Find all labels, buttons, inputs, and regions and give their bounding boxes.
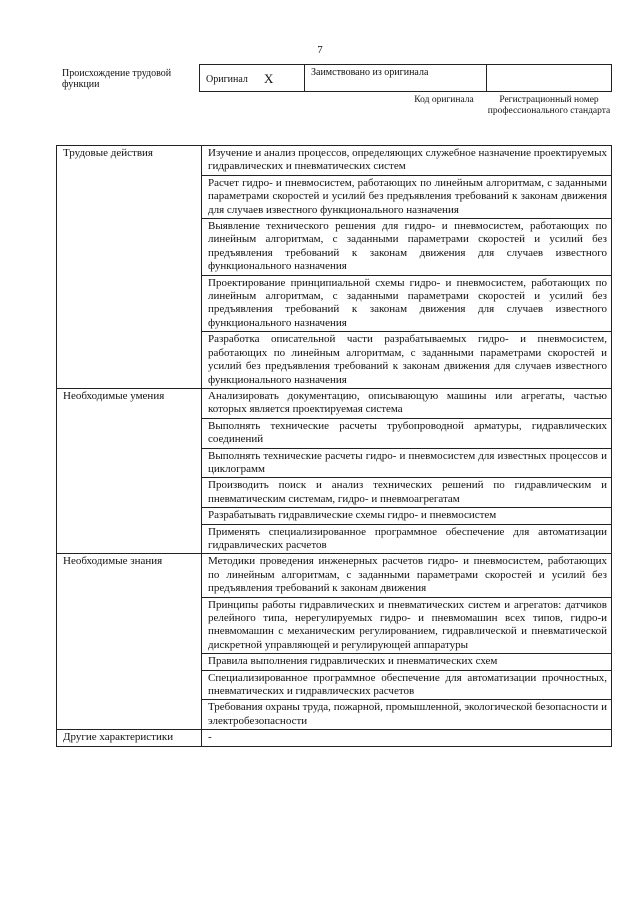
section-item: Требования охраны труда, пожарной, промышленной, экологической безопасности и электробезопасности	[202, 700, 612, 730]
section-item: Расчет гидро- и пневмосистем, работающих по линейным алгоритмам, с заданными параметрами скоростей и усилий без предъявления требований к законам движения для случаев известного функционального назначения	[202, 175, 612, 218]
origin-original-cell	[199, 64, 304, 92]
code-caption: Код оригинала	[414, 95, 474, 105]
table-row	[57, 554, 612, 597]
section-item: Изучение и анализ процессов, определяющих служебное назначение проектируемых гидравлических и пневматических систем	[202, 146, 612, 176]
origin-code-cell	[486, 64, 612, 92]
reg-caption: Регистрационный номер профессионального стандарта	[487, 95, 611, 116]
section-item: Производить поиск и анализ технических решений по гидравлическим и пневматическим системам, гидро- и пневмоагрегатам	[202, 478, 612, 508]
section-item: -	[202, 730, 612, 746]
section-item: Выполнять технические расчеты трубопроводной арматуры, гидравлических соединений	[202, 418, 612, 448]
section-item: Выполнять технические расчеты гидро- и пневмосистем для известных процессов и циклограмм	[202, 448, 612, 478]
section-item: Выявление технического решения для гидро- и пневмосистем, работающих по линейным алгоритмам, с заданными параметрами скоростей и усилий без предъявления требований к законам движения для случаев известного функционального назначения	[202, 219, 612, 276]
table-row	[57, 388, 612, 418]
section-item: Специализированное программное обеспечение для автоматизации прочностных, пневматических и гидравлических расчетов	[202, 670, 612, 700]
section-item: Методики проведения инженерных расчетов гидро- и пневмосистем, работающих по линейным алгоритмам, с заданными параметрами скоростей и усилий без предъявления требований к законам движения	[202, 554, 612, 597]
section-item: Разработка описательной части разрабатываемых гидро- и пневмосистем, работающих по линейным алгоритмам, с заданными параметрами скоростей и усилий без предъявления требований к законам движения для случаев известного функционального назначения	[202, 332, 612, 389]
function-table-body	[57, 146, 612, 747]
section-item: Правила выполнения гидравлических и пневматических схем	[202, 654, 612, 670]
section-item: Принципы работы гидравлических и пневматических систем и агрегатов: датчиков релейного типа, нерегулируемых гидро- и пневмомашин всех типов, гидро-и пневмомашин с механическим регулированием, гидравлической и пневматической дискретной управляющей и регулирующей аппаратуры	[202, 597, 612, 654]
section-label: Другие характеристики	[57, 730, 202, 746]
section-label: Необходимые знания	[57, 554, 202, 730]
section-item: Разрабатывать гидравлические схемы гидро- и пневмосистем	[202, 508, 612, 524]
page-number: 7	[317, 44, 323, 56]
table-row	[57, 146, 612, 176]
origin-original-mark: X	[264, 71, 274, 86]
section-item: Анализировать документацию, описывающую машины или агрегаты, частью которых является проектируемая система	[202, 388, 612, 418]
origin-borrowed-cell: Заимствовано из оригинала	[304, 64, 486, 92]
section-item: Применять специализированное программное обеспечение для автоматизации гидравлических расчетов	[202, 524, 612, 554]
section-item: Проектирование принципиальной схемы гидро- и пневмосистем, работающих по линейным алгоритмам, с заданными параметрами скоростей и усилий без предъявления требований к законам движения для случаев известного функционального назначения	[202, 275, 612, 332]
section-label: Трудовые действия	[57, 146, 202, 389]
function-table	[56, 145, 612, 747]
origin-original-label: Оригинал	[206, 74, 248, 85]
table-row	[57, 730, 612, 746]
section-label: Необходимые умения	[57, 388, 202, 553]
origin-label: Происхождение трудовой функции	[62, 68, 172, 90]
